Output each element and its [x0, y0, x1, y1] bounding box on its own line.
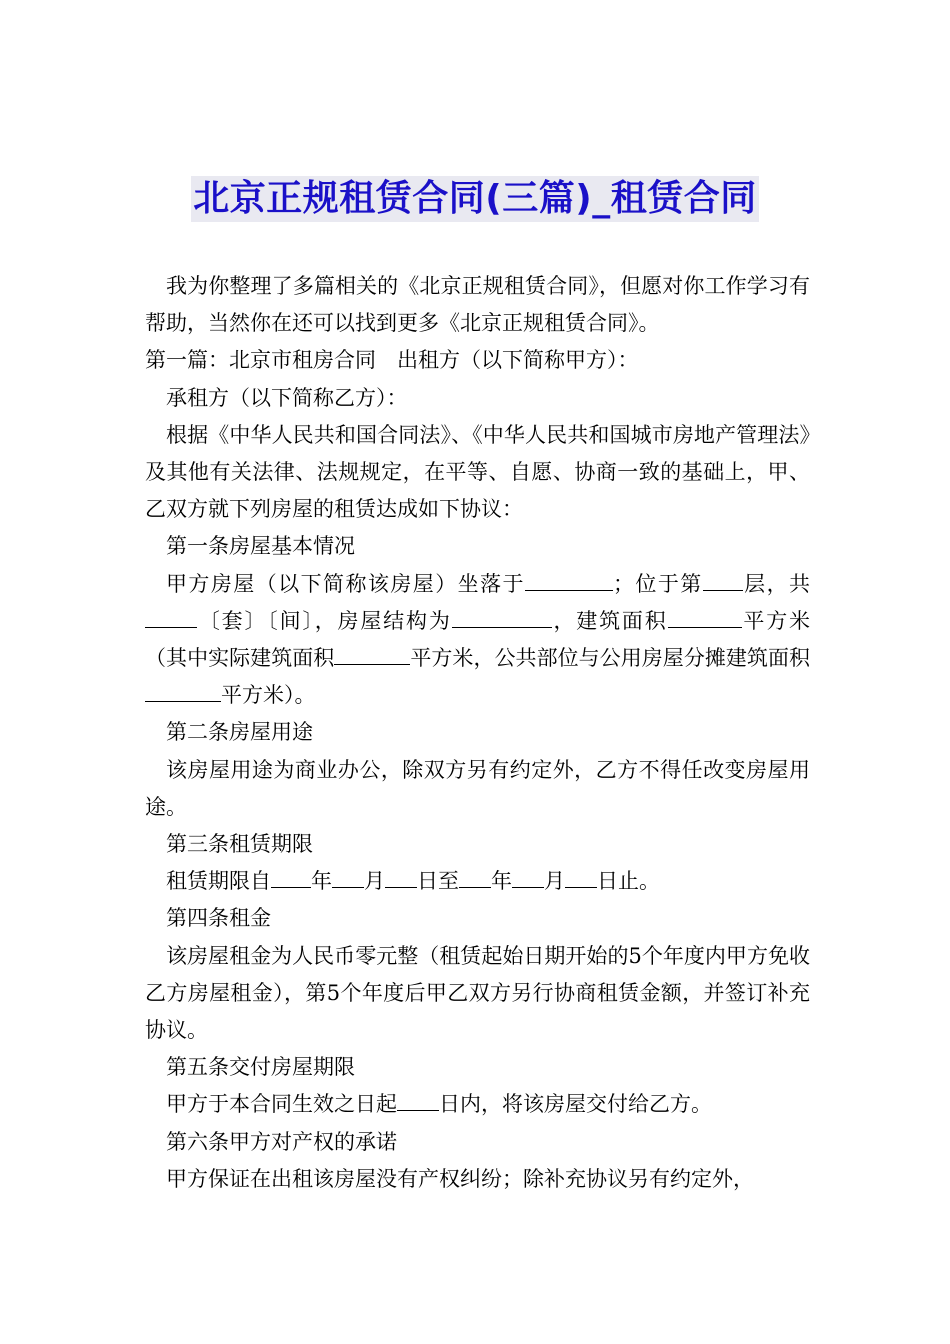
shared-area-blank[interactable]	[145, 679, 221, 702]
art5-text-a: 甲方于本合同生效之日起	[166, 1092, 397, 1117]
art1-text-g: 平方米，公共部位与公用房屋分摊建筑面积	[410, 646, 811, 671]
article-3-paragraph	[145, 863, 810, 900]
art3-end: 日止。	[597, 869, 660, 894]
title-container	[0, 176, 950, 222]
article-5-paragraph	[145, 1086, 810, 1123]
art3-text-a: 租赁期限自	[166, 869, 271, 894]
art1-text-h: 平方米）。	[221, 683, 316, 708]
lessee-line: 承租方（以下简称乙方）：	[166, 385, 408, 410]
article-5-heading: 第五条交付房屋期限	[166, 1055, 355, 1080]
article-3-heading: 第三条租赁期限	[166, 832, 313, 857]
art3-year-1: 年	[311, 869, 332, 894]
start-day-blank[interactable]	[385, 865, 417, 888]
article-6-paragraph: 甲方保证在出租该房屋没有产权纠纷；除补充协议另有约定外，	[166, 1166, 754, 1191]
article-1-heading: 第一条房屋基本情况	[166, 534, 355, 559]
art1-text-b: ；位于第	[612, 571, 703, 596]
art3-year-2: 年	[491, 869, 512, 894]
intro-paragraph: 我为你整理了多篇相关的《北京正规租赁合同》，但愿对你工作学习有帮助，当然你在还可以找到更多《北京正规租赁合同》。	[145, 274, 810, 336]
article-1-paragraph	[145, 566, 810, 715]
total-floors-blank[interactable]	[145, 605, 197, 628]
start-year-blank[interactable]	[271, 865, 311, 888]
art1-text-c: 层，共	[742, 571, 811, 596]
document-body	[145, 268, 810, 1198]
article-4-paragraph: 该房屋租金为人民币零元整（租赁起始日期开始的5个年度内甲方免收乙方房屋租金），第5个年度后甲乙双方另行协商租赁金额，并签订补充协议。	[145, 943, 810, 1043]
art3-month-2: 月	[544, 869, 565, 894]
actual-area-blank[interactable]	[334, 642, 410, 665]
article-6-heading: 第六条甲方对产权的承诺	[166, 1129, 397, 1154]
art1-text-a: 甲方房屋（以下简称该房屋）坐落于	[166, 571, 525, 596]
part-one-heading: 第一篇：北京市租房合同 出租方（以下简称甲方）：	[145, 348, 639, 373]
art3-month-1: 月	[364, 869, 385, 894]
end-month-blank[interactable]	[512, 865, 544, 888]
article-4-heading: 第四条租金	[166, 906, 271, 931]
art1-text-d: 〔套〕〔间〕，房屋结构为	[197, 608, 452, 633]
art1-text-f: 平方米（其中实际建筑面积	[145, 608, 811, 671]
basis-paragraph: 根据《中华人民共和国合同法》、《中华人民共和国城市房地产管理法》及其他有关法律、法规规定，在平等、自愿、协商一致的基础上，甲、乙双方就下列房屋的租赁达成如下协议：	[145, 422, 810, 522]
structure-blank[interactable]	[452, 605, 552, 628]
end-year-blank[interactable]	[459, 865, 491, 888]
document-title: 北京正规租赁合同(三篇)_租赁合同	[191, 176, 758, 222]
article-2-heading: 第二条房屋用途	[166, 720, 313, 745]
art1-text-e: ，建筑面积	[551, 608, 668, 633]
start-month-blank[interactable]	[332, 865, 364, 888]
art3-day-to: 日至	[417, 869, 459, 894]
building-area-blank[interactable]	[668, 605, 742, 628]
delivery-days-blank[interactable]	[397, 1088, 439, 1111]
article-2-paragraph: 该房屋用途为商业办公，除双方另有约定外，乙方不得任改变房屋用途。	[145, 757, 810, 819]
location-blank[interactable]	[525, 568, 613, 591]
floor-blank[interactable]	[703, 568, 743, 591]
end-day-blank[interactable]	[565, 865, 597, 888]
art5-text-b: 日内，将该房屋交付给乙方。	[439, 1092, 712, 1117]
